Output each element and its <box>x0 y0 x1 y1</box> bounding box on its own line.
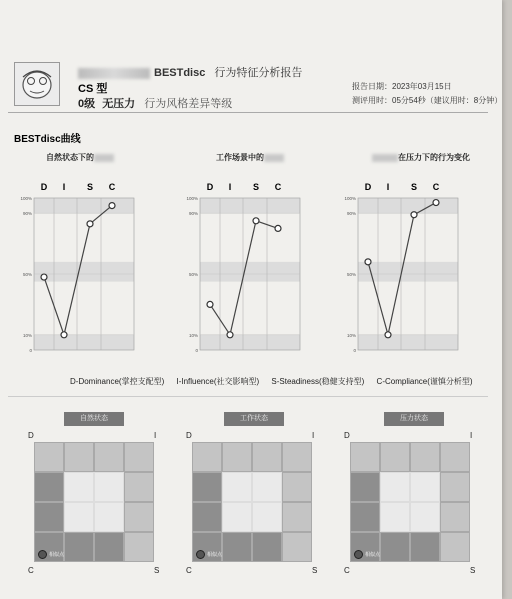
axis-letter-c: C <box>432 182 440 192</box>
grid-cell <box>64 502 94 532</box>
axis-letter-s: S <box>252 182 260 192</box>
marker-dot-icon <box>196 550 205 559</box>
position-marker: 相似点 <box>38 550 64 559</box>
grid-cell <box>350 502 380 532</box>
grid-cell <box>34 472 64 502</box>
axis-letter-c: C <box>274 182 282 192</box>
data-point-i <box>61 332 67 338</box>
axis-letter-d: D <box>364 182 372 192</box>
state-label-work: 工作状态 <box>224 412 284 426</box>
data-point-c <box>275 225 281 231</box>
data-point-d <box>207 301 213 307</box>
tick-label: 90% <box>188 211 198 217</box>
grid-cell <box>282 532 312 562</box>
grid-cell <box>252 442 282 472</box>
zone-band <box>200 198 300 213</box>
grid-cell <box>94 532 124 562</box>
grid-cell <box>380 532 410 562</box>
quadrant-grid-1 <box>192 442 312 562</box>
tick-label: 100% <box>186 196 198 201</box>
corner-c: C <box>28 566 34 575</box>
profile-level: 0级 无压力 行为风格差异等级 <box>78 98 233 110</box>
profile-type: CS 型 <box>78 83 108 95</box>
grid-cell <box>34 442 64 472</box>
tick-label: 90% <box>22 211 32 217</box>
tick-label: 90% <box>346 211 356 217</box>
tick-label: 0 <box>29 348 32 353</box>
legend-c: C-Compliance(谨慎分析型) <box>376 377 473 386</box>
grid-cell <box>350 472 380 502</box>
zone-band <box>200 262 300 282</box>
grid-cell <box>440 532 470 562</box>
grid-cell <box>64 532 94 562</box>
axis-letter-s: S <box>410 182 418 192</box>
legend-i: I-Influence(社交影响型) <box>176 377 260 386</box>
grid-cell <box>94 442 124 472</box>
grid-cell <box>282 502 312 532</box>
chart-title-natural: 自然状态下的 <box>46 152 114 163</box>
tick-label: 50% <box>188 272 198 277</box>
report-title: BESTdisc 行为特征分析报告 <box>78 64 302 80</box>
data-point-c <box>109 203 115 209</box>
grid-cell <box>192 472 222 502</box>
corner-d: D <box>344 431 350 440</box>
grid-cell <box>410 442 440 472</box>
grid-cell <box>252 502 282 532</box>
grid-cell <box>124 502 154 532</box>
grid-cell <box>222 532 252 562</box>
axis-letter-s: S <box>86 182 94 192</box>
grid-cell <box>410 532 440 562</box>
avatar <box>14 62 60 106</box>
corner-s: S <box>312 566 318 575</box>
grid-cell <box>440 502 470 532</box>
state-label-natural: 自然状态 <box>64 412 124 426</box>
tick-label: 50% <box>346 272 356 277</box>
zone-band <box>34 198 134 213</box>
corner-d: D <box>28 431 34 440</box>
axis-letter-d: D <box>40 182 48 192</box>
axis-letter-c: C <box>108 182 116 192</box>
zone-band <box>34 335 134 350</box>
chart-title-pressure: 在压力下的行为变化 <box>372 152 470 163</box>
grid-cell <box>252 532 282 562</box>
grid-cell <box>192 502 222 532</box>
grid-cell <box>34 502 64 532</box>
position-marker: 相似点 <box>354 550 380 559</box>
data-point-s <box>253 218 259 224</box>
data-point-c <box>433 200 439 206</box>
axis-letter-i: I <box>386 182 390 192</box>
data-point-i <box>227 332 233 338</box>
data-point-d <box>41 274 47 280</box>
section-title: BESTdisc曲线 <box>14 134 81 145</box>
legend-d: D-Dominance(掌控支配型) <box>70 377 165 386</box>
elapsed-time: 测评用时：05分54秒（建议用时：8分钟） <box>352 96 503 105</box>
corner-i: I <box>470 431 473 440</box>
corner-s: S <box>154 566 160 575</box>
marker-dot-icon <box>354 550 363 559</box>
tick-label: 50% <box>22 272 32 277</box>
zone-band <box>200 335 300 350</box>
tick-label: 10% <box>22 332 32 338</box>
tick-label: 0 <box>353 348 356 353</box>
grid-cell <box>410 472 440 502</box>
grid-cell <box>124 532 154 562</box>
redacted-name <box>78 68 150 79</box>
tick-label: 0 <box>195 348 198 353</box>
grid-cell <box>64 442 94 472</box>
corner-c: C <box>186 566 192 575</box>
quadrant-grid-2 <box>350 442 470 562</box>
grid-cell <box>64 472 94 502</box>
report-date: 报告日期：2023年03月15日 <box>352 82 452 91</box>
disc-chart-work <box>180 178 320 358</box>
grid-cell <box>124 442 154 472</box>
axis-letter-d: D <box>206 182 214 192</box>
grid-cell <box>350 442 380 472</box>
grid-cell <box>380 442 410 472</box>
grid-cell <box>410 502 440 532</box>
disc-chart-pressure <box>338 178 478 358</box>
grid-cell <box>222 442 252 472</box>
zone-band <box>34 262 134 282</box>
disc-chart-natural <box>14 178 154 358</box>
corner-i: I <box>312 431 315 440</box>
legend <box>70 376 483 387</box>
grid-cell <box>380 472 410 502</box>
grid-cell <box>380 502 410 532</box>
corner-c: C <box>344 566 350 575</box>
grid-cell <box>94 502 124 532</box>
grid-cell <box>440 442 470 472</box>
marker-dot-icon <box>38 550 47 559</box>
data-point-d <box>365 259 371 265</box>
corner-d: D <box>186 431 192 440</box>
grid-cell <box>192 442 222 472</box>
zone-band <box>358 198 458 213</box>
zone-band <box>358 335 458 350</box>
divider <box>8 396 488 397</box>
data-point-s <box>87 221 93 227</box>
grid-cell <box>222 502 252 532</box>
tick-label: 10% <box>346 332 356 338</box>
position-marker: 相似点 <box>196 550 222 559</box>
grid-cell <box>440 472 470 502</box>
axis-letter-i: I <box>62 182 66 192</box>
axis-letter-i: I <box>228 182 232 192</box>
corner-i: I <box>154 431 157 440</box>
grid-cell <box>282 472 312 502</box>
grid-cell <box>282 442 312 472</box>
divider <box>8 112 488 113</box>
state-label-pressure: 压力状态 <box>384 412 444 426</box>
grid-cell <box>94 472 124 502</box>
corner-s: S <box>470 566 476 575</box>
tick-label: 100% <box>344 196 356 201</box>
chart-title-work: 工作场景中的 <box>216 152 284 163</box>
legend-s: S-Steadiness(稳健支持型) <box>271 377 365 386</box>
grid-cell <box>124 472 154 502</box>
quadrant-grid-0 <box>34 442 154 562</box>
grid-cell <box>222 472 252 502</box>
data-point-s <box>411 212 417 218</box>
tick-label: 10% <box>188 332 198 338</box>
data-point-i <box>385 332 391 338</box>
grid-cell <box>252 472 282 502</box>
tick-label: 100% <box>20 196 32 201</box>
